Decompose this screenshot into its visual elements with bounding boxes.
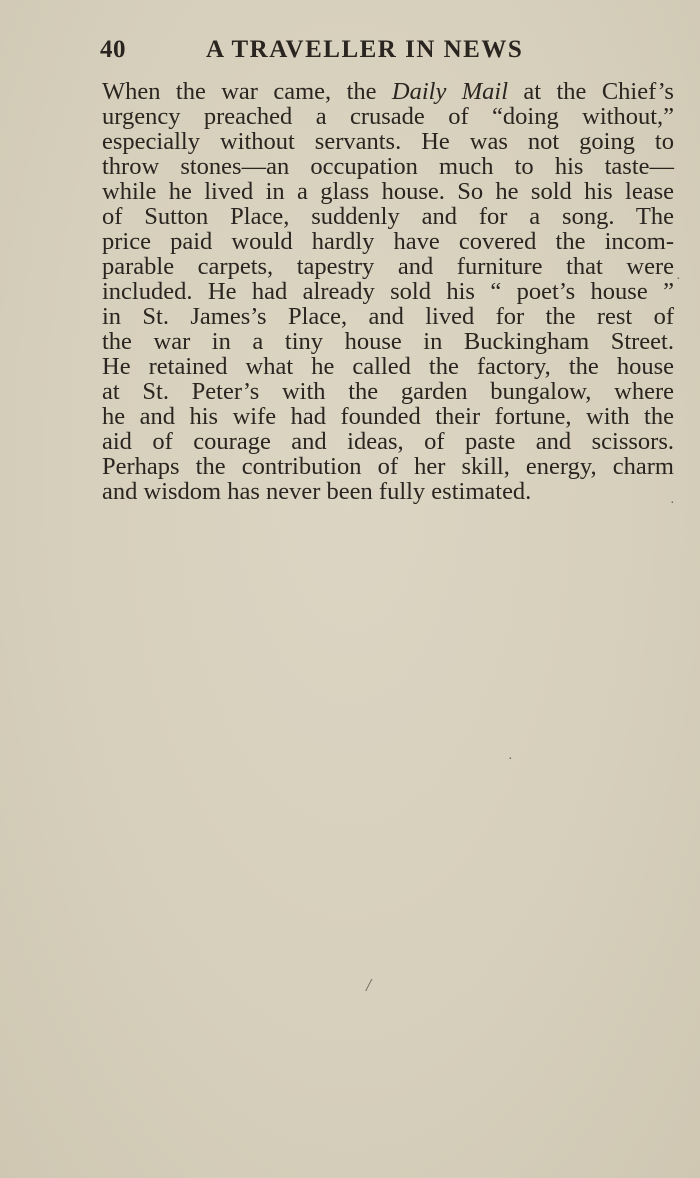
text-line xyxy=(102,279,674,304)
italic-title: Daily Mail xyxy=(391,78,509,105)
text-segment: throw stones—an occupation much to his taste— xyxy=(102,153,674,180)
running-title: A TRAVELLER IN NEWS xyxy=(206,36,524,63)
text-line xyxy=(102,229,674,254)
text-line xyxy=(102,179,674,204)
text-segment: and wisdom has never been fully estimated. xyxy=(102,478,532,505)
text-line xyxy=(102,404,674,429)
paper-speck: · xyxy=(670,496,675,511)
text-segment: He retained what he called the factory, the house xyxy=(102,353,674,380)
text-line xyxy=(102,329,674,354)
text-line xyxy=(102,79,674,104)
body-paragraph xyxy=(102,79,674,504)
text-line xyxy=(102,129,674,154)
text-segment: in St. James’s Place, and lived for the rest of xyxy=(102,303,674,330)
text-line xyxy=(102,154,674,179)
text-segment: included. He had already sold his “ poet’s house ” xyxy=(102,278,674,305)
text-segment: while he lived in a glass house. So he sold his lease xyxy=(102,178,674,205)
text-segment: the war in a tiny house in Buckingham Street. xyxy=(102,328,674,355)
paper-mark: / xyxy=(366,975,372,995)
text-line xyxy=(102,354,674,379)
text-segment: at the Chief’s xyxy=(508,78,674,105)
paper-speck: · xyxy=(508,752,513,767)
text-segment: of Sutton Place, suddenly and for a song. The xyxy=(102,203,674,230)
text-segment: urgency preached a crusade of “doing without,” xyxy=(102,103,674,130)
page-header xyxy=(100,36,570,68)
text-line xyxy=(102,429,674,454)
text-segment: parable carpets, tapestry and furniture that were xyxy=(102,253,674,280)
text-segment: price paid would hardly have covered the incom- xyxy=(102,228,674,255)
paper-speck: · xyxy=(676,272,681,287)
text-line xyxy=(102,104,674,129)
text-segment: he and his wife had founded their fortune, with the xyxy=(102,403,674,430)
text-line xyxy=(102,304,674,329)
page-number: 40 xyxy=(100,36,126,63)
text-line xyxy=(102,479,674,504)
text-line xyxy=(102,454,674,479)
text-segment: aid of courage and ideas, of paste and scissors. xyxy=(102,428,674,455)
text-segment: Perhaps the contribution of her skill, energy, charm xyxy=(102,453,674,480)
text-segment: When the war came, the xyxy=(102,78,392,105)
text-line xyxy=(102,379,674,404)
text-line xyxy=(102,254,674,279)
text-segment: especially without servants. He was not going to xyxy=(102,128,674,155)
text-segment: at St. Peter’s with the garden bungalow, where xyxy=(102,378,674,405)
text-line xyxy=(102,204,674,229)
